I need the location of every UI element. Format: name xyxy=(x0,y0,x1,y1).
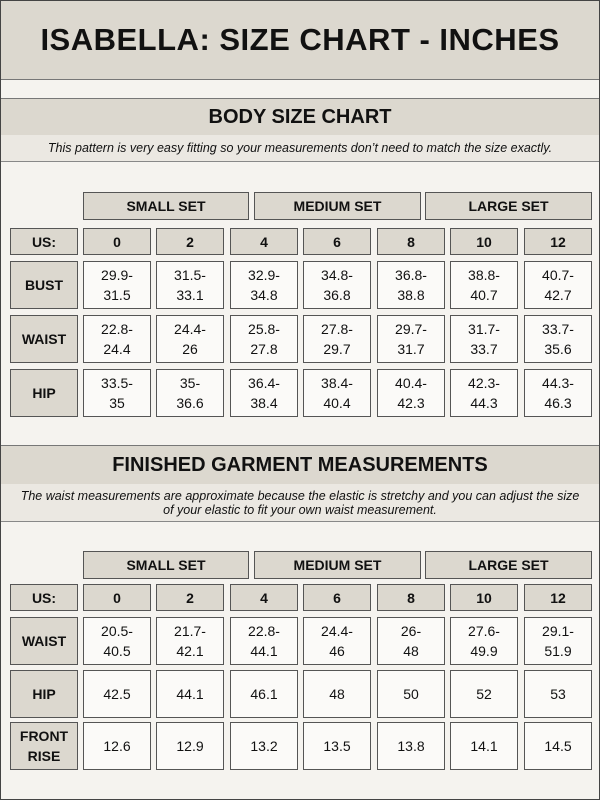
measurement-cell: 48 xyxy=(303,670,371,718)
set-header: SMALL SET xyxy=(83,192,249,220)
measurement-cell: 14.5 xyxy=(524,722,592,770)
measurement-cell: 14.1 xyxy=(450,722,518,770)
measurement-cell: 52 xyxy=(450,670,518,718)
measurement-cell: 38.8- 40.7 xyxy=(450,261,518,309)
set-header: MEDIUM SET xyxy=(254,192,421,220)
set-header: SMALL SET xyxy=(83,551,249,579)
size-header: 0 xyxy=(83,584,151,611)
measurement-cell: 32.9- 34.8 xyxy=(230,261,298,309)
measurement-cell: 40.7- 42.7 xyxy=(524,261,592,309)
body-note: This pattern is very easy fitting so your measurements don’t need to match the size exactly. xyxy=(1,135,599,162)
measurement-cell: 36.4- 38.4 xyxy=(230,369,298,417)
measurement-cell: 12.6 xyxy=(83,722,151,770)
row-label: HIP xyxy=(10,670,78,718)
measurement-cell: 29.7- 31.7 xyxy=(377,315,445,363)
measurement-cell: 24.4- 26 xyxy=(156,315,224,363)
measurement-cell: 22.8- 24.4 xyxy=(83,315,151,363)
measurement-cell: 38.4- 40.4 xyxy=(303,369,371,417)
measurement-cell: 12.9 xyxy=(156,722,224,770)
measurement-cell: 29.9- 31.5 xyxy=(83,261,151,309)
measurement-cell: 26- 48 xyxy=(377,617,445,665)
row-label: HIP xyxy=(10,369,78,417)
measurement-cell: 13.8 xyxy=(377,722,445,770)
row-label: WAIST xyxy=(10,617,78,665)
measurement-cell: 31.7- 33.7 xyxy=(450,315,518,363)
measurement-cell: 44.1 xyxy=(156,670,224,718)
measurement-cell: 22.8- 44.1 xyxy=(230,617,298,665)
garment-section-heading: FINISHED GARMENT MEASUREMENTS xyxy=(1,445,599,485)
measurement-cell: 50 xyxy=(377,670,445,718)
size-header: 4 xyxy=(230,584,298,611)
measurement-cell: 24.4- 46 xyxy=(303,617,371,665)
measurement-cell: 34.8- 36.8 xyxy=(303,261,371,309)
measurement-cell: 27.6- 49.9 xyxy=(450,617,518,665)
measurement-cell: 33.5- 35 xyxy=(83,369,151,417)
measurement-cell: 27.8- 29.7 xyxy=(303,315,371,363)
measurement-cell: 44.3- 46.3 xyxy=(524,369,592,417)
size-header: 6 xyxy=(303,228,371,255)
measurement-cell: 13.2 xyxy=(230,722,298,770)
measurement-cell: 31.5- 33.1 xyxy=(156,261,224,309)
measurement-cell: 42.5 xyxy=(83,670,151,718)
measurement-cell: 29.1- 51.9 xyxy=(524,617,592,665)
row-label: WAIST xyxy=(10,315,78,363)
row-label: BUST xyxy=(10,261,78,309)
size-header: 12 xyxy=(524,584,592,611)
measurement-cell: 46.1 xyxy=(230,670,298,718)
measurement-cell: 21.7- 42.1 xyxy=(156,617,224,665)
measurement-cell: 42.3- 44.3 xyxy=(450,369,518,417)
us-label: US: xyxy=(10,228,78,255)
size-header: 8 xyxy=(377,584,445,611)
size-header: 2 xyxy=(156,228,224,255)
size-header: 6 xyxy=(303,584,371,611)
size-header: 12 xyxy=(524,228,592,255)
garment-note: The waist measurements are approximate because the elastic is stretchy and you can adjust the size of your elastic to fit your own waist measurement. xyxy=(1,484,599,522)
size-header: 4 xyxy=(230,228,298,255)
page-title: ISABELLA: SIZE CHART - INCHES xyxy=(1,1,599,80)
measurement-cell: 35- 36.6 xyxy=(156,369,224,417)
set-header: LARGE SET xyxy=(425,192,592,220)
measurement-cell: 33.7- 35.6 xyxy=(524,315,592,363)
size-header: 2 xyxy=(156,584,224,611)
set-header: LARGE SET xyxy=(425,551,592,579)
body-section-heading: BODY SIZE CHART xyxy=(1,98,599,136)
row-label: FRONT RISE xyxy=(10,722,78,770)
us-label: US: xyxy=(10,584,78,611)
measurement-cell: 20.5- 40.5 xyxy=(83,617,151,665)
measurement-cell: 13.5 xyxy=(303,722,371,770)
size-header: 8 xyxy=(377,228,445,255)
measurement-cell: 36.8- 38.8 xyxy=(377,261,445,309)
measurement-cell: 40.4- 42.3 xyxy=(377,369,445,417)
set-header: MEDIUM SET xyxy=(254,551,421,579)
size-header: 10 xyxy=(450,584,518,611)
measurement-cell: 53 xyxy=(524,670,592,718)
measurement-cell: 25.8- 27.8 xyxy=(230,315,298,363)
size-header: 0 xyxy=(83,228,151,255)
size-header: 10 xyxy=(450,228,518,255)
